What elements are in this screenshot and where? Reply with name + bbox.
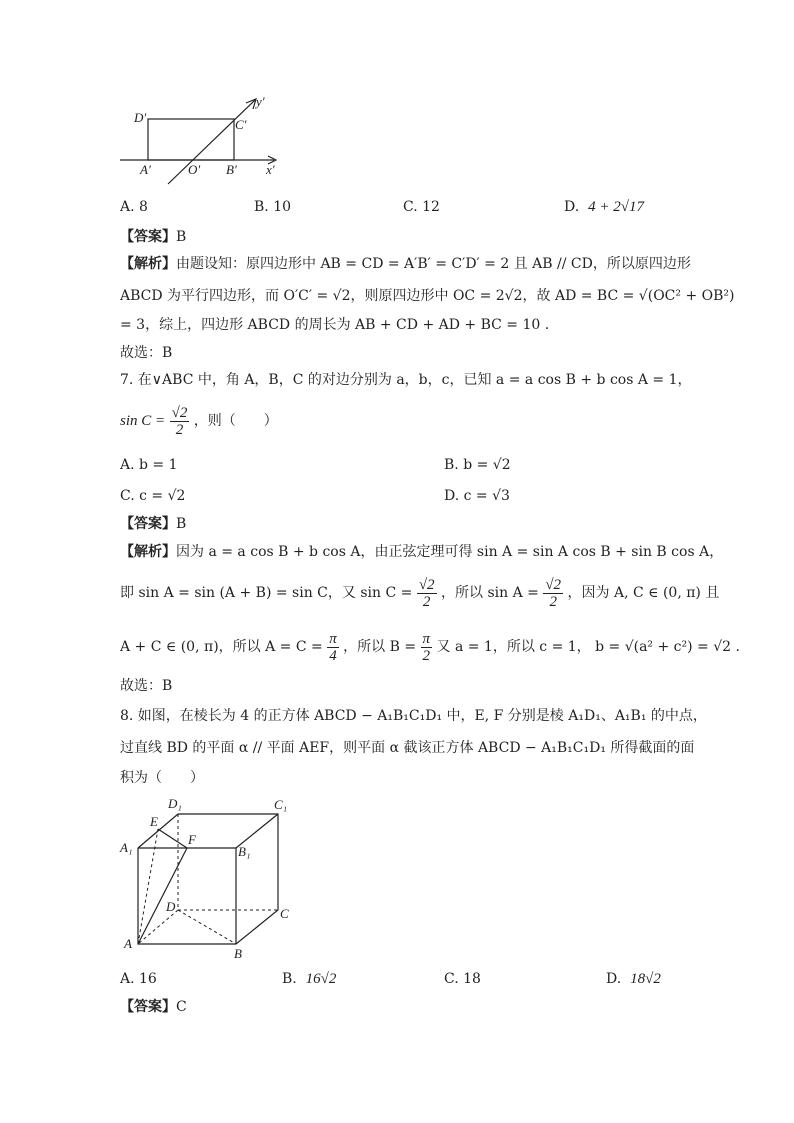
q8-option-a: A. 16 <box>120 971 157 987</box>
frac-num: √2 <box>545 576 562 593</box>
q7-option-d: D. c = √3 <box>444 488 510 504</box>
parallelogram <box>148 119 234 160</box>
q8-option-c: C. 18 <box>444 971 481 987</box>
q6-option-d <box>564 197 644 217</box>
label-a: A <box>124 936 132 951</box>
frac-num: √2 <box>418 576 435 593</box>
q7-fraction-den: 2 <box>175 421 184 438</box>
label-d1: D₁ <box>168 796 182 811</box>
q7-stem-tail: ，则（ ） <box>193 413 278 429</box>
frac-num: π <box>329 630 337 647</box>
cube-top-right-edge <box>236 814 278 848</box>
label-o-prime: O′ <box>188 162 201 177</box>
frac-den: 2 <box>422 593 431 610</box>
q7-option-a: A. b = 1 <box>120 457 178 473</box>
q8-option-b <box>282 969 336 989</box>
label-b1: B₁ <box>238 844 251 859</box>
analysis-tag: 【解析】 <box>120 544 176 560</box>
q7-conclusion: 故选：B <box>120 678 173 694</box>
label-b-prime: B′ <box>226 162 237 177</box>
q7-frac-sinc <box>417 577 437 610</box>
answer-value: C <box>176 999 187 1015</box>
q8-option-d-math: 18√2 <box>630 971 661 987</box>
q7-stem-line-2 <box>120 402 278 440</box>
label-a1: A₁ <box>120 840 133 855</box>
answer-value: B <box>176 229 187 245</box>
q7-analysis-2b: ，所以 sin A = <box>441 585 539 601</box>
frac-den: 2 <box>549 593 557 610</box>
q8-stem-line-2: 过直线 BD 的平面 α // 平面 AEF，则平面 α 截该正方体 ABCD − A₁B₁C₁D₁ 所得截面的面 <box>120 740 695 756</box>
segment-af <box>138 848 187 944</box>
q7-analysis-2a: 即 sin A = sin (A + B) = sin C，又 sin C = <box>120 585 413 601</box>
frac-num: π <box>422 630 431 647</box>
cube-hidden-edge <box>138 829 158 944</box>
q8-option-b-math: 16√2 <box>305 971 337 987</box>
q7-analysis-line-3 <box>120 628 740 666</box>
cube-hidden-edge <box>138 910 178 944</box>
answer-tag: 【答案】 <box>120 999 176 1015</box>
label-a-prime: A′ <box>140 162 151 177</box>
q8-option-d-label: D. <box>606 971 622 987</box>
label-x-prime: x′ <box>266 162 275 177</box>
q7-analysis-3b: ，所以 B = <box>343 639 417 655</box>
q7-frac-sina <box>543 577 563 610</box>
oblique-projection-figure <box>118 92 288 187</box>
cube-visible-edges <box>138 814 278 944</box>
q7-sinc: sin C = <box>120 413 166 429</box>
q6-option-d-label: D. <box>564 199 580 215</box>
cube-hidden-edge <box>178 910 236 944</box>
q7-analysis-3a: A + C ∈ (0, π)，所以 A = C = <box>120 639 323 655</box>
segment-ef <box>158 829 187 848</box>
label-c1: C₁ <box>274 797 288 812</box>
q6-option-a: A. 8 <box>120 199 148 215</box>
q7-analysis-3c: 又 a = 1，所以 c = 1， b = √(a² + c²) = √2 . <box>436 639 740 655</box>
y-axis <box>168 100 255 184</box>
label-y-prime: y′ <box>256 94 265 109</box>
cube-figure <box>116 796 306 964</box>
q7-answer <box>120 514 186 534</box>
q7-frac-pi2 <box>421 631 433 664</box>
frac-den: 2 <box>422 647 431 664</box>
frac-den: 4 <box>329 647 337 664</box>
q7-frac-pi4 <box>327 631 339 664</box>
q7-option-c: C. c = √2 <box>120 488 186 504</box>
q6-answer <box>120 227 186 247</box>
q7-stem-line-1: 7. 在∨ABC 中，角 A，B，C 的对边分别为 a，b，c，已知 a = a cos B + b cos A = 1， <box>120 372 692 388</box>
answer-value: B <box>176 516 187 532</box>
label-b: B <box>234 946 242 961</box>
analysis-tag: 【解析】 <box>120 256 176 272</box>
q7-fraction <box>170 405 190 438</box>
q8-stem-line-1: 8. 如图，在棱长为 4 的正方体 ABCD − A₁B₁C₁D₁ 中，E, F 分别是棱 A₁D₁、A₁B₁ 的中点， <box>120 708 707 724</box>
q6-option-c: C. 12 <box>403 199 440 215</box>
analysis-text: 因为 a = a cos B + b cos A，由正弦定理可得 sin A = sin A cos B + sin B cos A， <box>176 544 724 560</box>
q8-stem-line-3: 积为（ ） <box>120 770 204 786</box>
q7-option-b: B. b = √2 <box>444 457 511 473</box>
analysis-text: 由题设知：原四边形中 AB = CD = A′B′ = C′D′ = 2 且 AB // CD，所以原四边形 <box>176 256 691 272</box>
q8-answer <box>120 997 187 1017</box>
q7-analysis-line-2 <box>120 574 719 612</box>
q7-fraction-num: √2 <box>171 404 188 421</box>
q6-option-d-math: 4 + 2√17 <box>588 199 644 215</box>
label-c-prime: C′ <box>235 117 247 132</box>
label-e: E <box>150 814 158 829</box>
answer-tag: 【答案】 <box>120 229 176 245</box>
q6-analysis-line-3: = 3，综上，四边形 ABCD 的周长为 AB + CD + AD + BC = 10 . <box>120 317 550 333</box>
q8-option-b-label: B. <box>282 971 297 987</box>
q7-analysis-line-1 <box>120 542 723 562</box>
q6-analysis-line-1 <box>120 254 691 274</box>
q7-analysis-2c: ，因为 A, C ∈ (0, π) 且 <box>567 585 720 601</box>
label-f: F <box>188 832 196 847</box>
q6-conclusion: 故选：B <box>120 345 173 361</box>
q6-analysis-line-2: ABCD 为平行四边形，而 O′C′ = √2，则原四边形中 OC = 2√2，故 AD = BC = √(OC² + OB²) <box>120 288 735 304</box>
label-d-prime: D′ <box>134 110 147 125</box>
label-c: C <box>280 906 289 921</box>
label-d: D <box>166 899 176 914</box>
q6-option-b: B. 10 <box>254 199 292 215</box>
answer-tag: 【答案】 <box>120 516 176 532</box>
q8-option-d <box>606 969 661 989</box>
